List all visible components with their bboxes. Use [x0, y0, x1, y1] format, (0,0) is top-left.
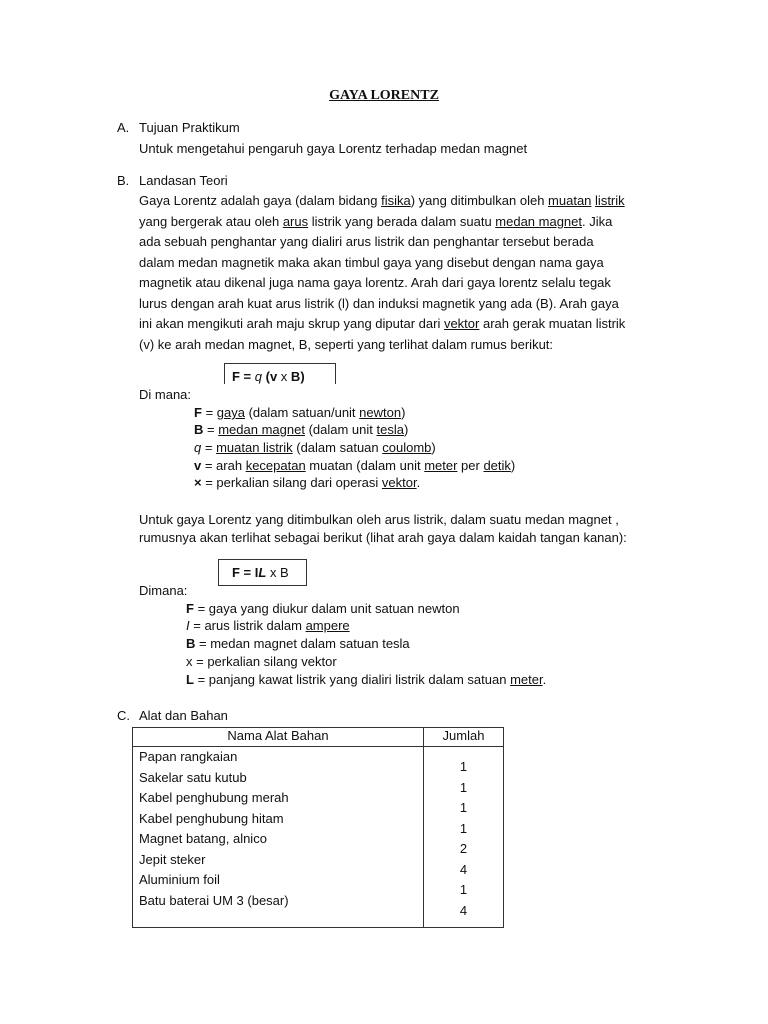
page-title: GAYA LORENTZ [329, 88, 439, 103]
theory-line-3: ada sebuah penghantar yang dialiri arus listrik dan penghantar tersebut berada [139, 234, 594, 249]
list-item: Papan rangkaian [139, 749, 238, 764]
link-newton[interactable]: newton [359, 405, 402, 420]
link-meter-2[interactable]: meter [510, 672, 543, 687]
section-b-marker: B. [117, 173, 130, 188]
def1-muatan [194, 440, 436, 455]
text: = [203, 422, 219, 437]
names-list [133, 747, 423, 911]
section-c-marker: C. [117, 708, 130, 723]
def1-medan-magnet [194, 422, 408, 437]
text: . [542, 672, 547, 687]
list-item: 1 [459, 800, 468, 815]
text: = arus listrik dalam [189, 618, 306, 633]
text: = [201, 405, 217, 420]
link-fisika[interactable]: fisika [381, 193, 411, 208]
list-item: Jepit steker [139, 851, 206, 867]
header-nama: Nama Alat Bahan [133, 728, 424, 747]
text: muatan (dalam unit [305, 458, 425, 473]
link-coulomb[interactable]: coulomb [382, 440, 432, 455]
link-vektor[interactable]: vektor [443, 316, 480, 331]
text: yang bergerak atau oleh [139, 214, 283, 229]
link-medan-magnet[interactable]: medan magnet [495, 214, 583, 229]
formula-1 [232, 369, 305, 384]
text: = perkalian silang dari operasi [201, 475, 382, 490]
theory-line-8: (v) ke arah medan magnet, B, seperti yang terlihat dalam rumus berikut: [139, 337, 554, 352]
def2-perkalian: x = perkalian silang vektor [186, 654, 337, 669]
text: ) yang ditimbulkan oleh [410, 193, 549, 208]
list-item: Kabel penghubung hitam [139, 810, 284, 826]
list-item: 1 [459, 820, 468, 836]
list-item: 1 [459, 882, 468, 897]
section-a-heading: Tujuan Praktikum [139, 120, 240, 135]
theory-line-1 [139, 193, 625, 208]
link-detik[interactable]: detik [483, 458, 511, 473]
dimana-label-1: Di mana: [139, 387, 192, 402]
list-item: 2 [459, 841, 468, 856]
link-tesla[interactable]: tesla [376, 422, 404, 437]
theory-line-6: lurus dengan arah kuat arus listrik (l) dan induksi magnetik yang ada (B). Arah gaya [139, 296, 619, 311]
text: (dalam satuan/unit [244, 405, 360, 420]
text: F [194, 405, 202, 420]
link-muatan[interactable]: muatan [548, 193, 592, 208]
qty-cell [424, 747, 504, 928]
text: F = [232, 369, 255, 384]
text: . [416, 475, 421, 490]
text: × [194, 475, 202, 490]
text: = gaya yang diukur dalam unit satuan newton [193, 601, 460, 616]
list-item: 1 [459, 779, 468, 795]
link-medan-magnet-2[interactable]: medan magnet [218, 422, 305, 437]
link-meter[interactable]: meter [424, 458, 458, 473]
link-arus[interactable]: arus [282, 214, 309, 229]
header-jumlah: Jumlah [424, 728, 504, 747]
table-header-row [133, 728, 504, 747]
theory-line-2 [139, 214, 612, 229]
text: x [277, 369, 291, 384]
text: ini akan mengikuti arah maju skrup yang diputar dari [139, 316, 444, 331]
section-c-heading: Alat dan Bahan [139, 708, 228, 723]
dimana-label-2: Dimana: [139, 583, 188, 598]
text: = medan magnet dalam satuan tesla [195, 636, 410, 651]
text: ) [300, 369, 305, 384]
formula-2 [232, 565, 289, 580]
section-b-heading: Landasan Teori [139, 173, 228, 188]
list-item: 1 [459, 759, 468, 774]
text: per [457, 458, 484, 473]
text: x B [266, 565, 289, 580]
text: v [269, 369, 278, 384]
link-gaya[interactable]: gaya [216, 405, 245, 420]
text: arah gerak muatan listrik [479, 316, 626, 331]
text: listrik yang berada dalam suatu [308, 214, 496, 229]
list-item: Magnet batang, alnico [139, 831, 267, 846]
text: . Jika [582, 214, 613, 229]
theory-line-5: magnetik atau dikenal juga nama gaya lorentz. Arah dari gaya lorentz selalu tegak [139, 275, 611, 290]
def1-gaya [194, 405, 405, 420]
text: ) [510, 458, 516, 473]
list-item: 4 [459, 861, 468, 877]
text: = panjang kawat listrik yang dialiri listrik dalam satuan [193, 672, 511, 687]
def2-panjang [186, 672, 546, 687]
def1-perkalian [194, 475, 420, 490]
text: F = I [232, 565, 259, 580]
text: (dalam unit [304, 422, 377, 437]
def2-gaya [186, 601, 460, 616]
text: = [201, 440, 217, 455]
def2-medan [186, 636, 410, 651]
text: F [186, 601, 194, 616]
text: B [194, 422, 204, 437]
text: ) [403, 422, 409, 437]
list-item: Kabel penghubung merah [139, 790, 289, 805]
text: L [186, 672, 194, 687]
text: B [186, 636, 196, 651]
text: ) [401, 405, 406, 420]
link-ampere[interactable]: ampere [305, 618, 350, 633]
list-item: Sakelar satu kutub [139, 769, 247, 785]
theory-line-7 [139, 316, 625, 331]
link-vektor-2[interactable]: vektor [381, 475, 417, 490]
equipment-table [132, 727, 504, 928]
text: ) [431, 440, 436, 455]
theory-line-4: dalam medan magnetik maka akan timbul gaya yang disebut dengan nama gaya [139, 255, 604, 270]
para2-line-1: Untuk gaya Lorentz yang ditimbulkan oleh arus listrik, dalam suatu medan magnet , [139, 512, 619, 527]
list-item: Batu baterai UM 3 (besar) [139, 892, 289, 908]
para2-line-2: rumusnya akan terlihat sebagai berikut (lihat arah gaya dalam kaidah tangan kanan): [139, 530, 627, 545]
link-kecepatan[interactable]: kecepatan [245, 458, 306, 473]
list-item: 4 [459, 902, 468, 918]
section-a-marker: A. [117, 120, 130, 135]
text: q [254, 369, 262, 384]
text: I [186, 618, 190, 633]
link-muatan-listrik[interactable]: muatan listrik [216, 440, 293, 455]
text: Gaya Lorentz adalah gaya (dalam bidang [139, 193, 382, 208]
link-listrik[interactable]: listrik [595, 193, 625, 208]
text: = arah [201, 458, 246, 473]
section-a-text: Untuk mengetahui pengaruh gaya Lorentz terhadap medan magnet [139, 141, 528, 156]
text: ( [262, 369, 270, 384]
def2-arus [186, 618, 350, 633]
list-item: Aluminium foil [139, 872, 220, 887]
text: q [194, 440, 202, 455]
text: (dalam satuan [292, 440, 383, 455]
text: B [290, 369, 301, 384]
def1-kecepatan [194, 458, 515, 473]
qty-list [424, 747, 503, 921]
names-cell [133, 747, 424, 928]
text: v [194, 458, 202, 473]
text: L [258, 565, 267, 580]
table-row [133, 747, 504, 928]
